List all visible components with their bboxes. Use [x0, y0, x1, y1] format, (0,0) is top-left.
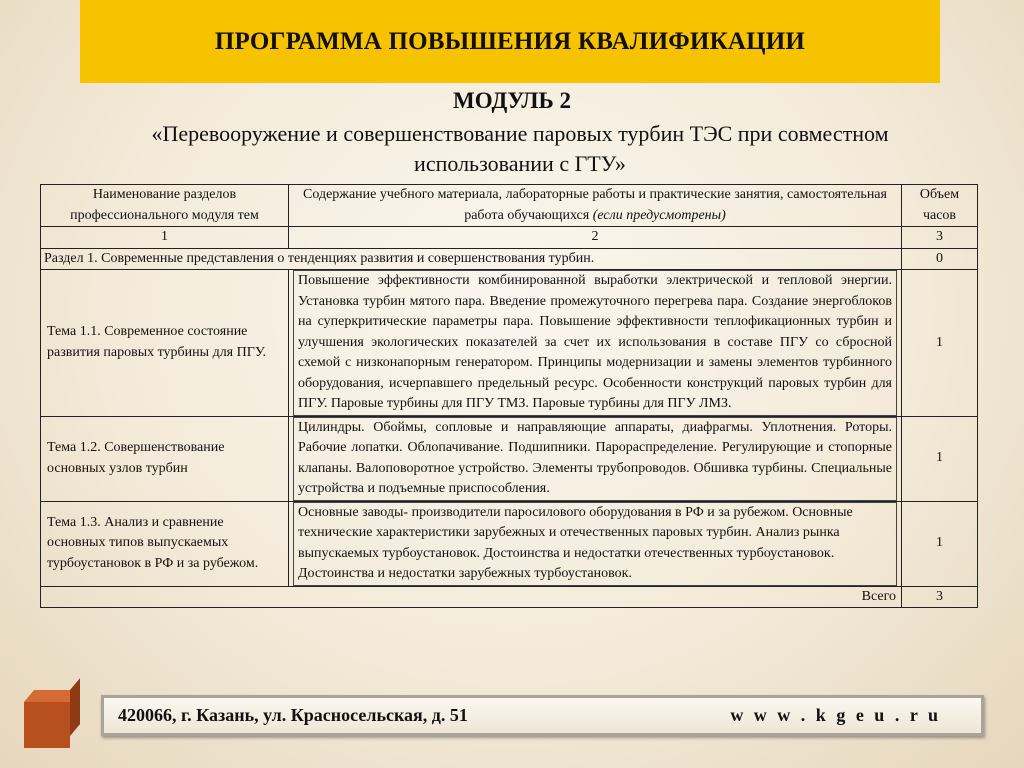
topic-hours: 1: [902, 270, 978, 417]
section-hours: 0: [902, 248, 978, 270]
topic-content: Цилиндры. Обоймы, сопловые и направляющие аппараты, диафрагмы. Уплотнения. Роторы. Рабочие лопатки. Облопачивание. Подшипники. Парораспределение. Регулирующие и стопорные клапаны. Валоповоротное устройство. Элементы трубопроводов. Обшивка турбины. Специальные устройства и подъемные приспособления.: [293, 417, 897, 501]
header-hours: Объем часов: [902, 185, 978, 227]
decorative-block-side: [70, 678, 80, 736]
decorative-block: [24, 702, 70, 748]
topic-row: [41, 501, 978, 586]
topic-content-cell: [289, 270, 902, 417]
topic-content-cell: [289, 501, 902, 586]
title-banner: [80, 0, 940, 83]
topic-content: Основные заводы- производители паросилового оборудования в РФ и за рубежом. Основные технические характеристики зарубежных и отечественных паровых турбин. Анализ рынка выпускаемых турбоустановок. Достоинства и недостатки отечественных турбоустановок. Достоинства и недостатки зарубежных турбоустановок.: [293, 502, 897, 586]
topic-name: Тема 1.3. Анализ и сравнение основных типов выпускаемых турбоустановок в РФ и за рубежом.: [41, 501, 289, 586]
header-content-text: Содержание учебного материала, лабораторные работы и практические занятия, самостоятельная работа обучающихся: [303, 187, 887, 223]
section-row: [41, 248, 978, 270]
header-content-note: (если предусмотрены): [592, 207, 726, 223]
program-table: [40, 184, 978, 608]
footer-address: 420066, г. Казань, ул. Красносельская, д. 51: [118, 705, 468, 725]
module-title: МОДУЛЬ 2: [453, 88, 571, 113]
topic-content: Повышение эффективности комбинированной выработки электрической и тепловой энергии. Установка турбин мятого пара. Введение промежуточного перегрева пара. Создание энергоблоков на суперкритические параметры пара. Повышение эффективности теплофикационных турбин и улучшения экологических показателей за счет их использования в составе ПГУ со сбросной схемой с низконапорным генератором. Принципы модернизации и замены элементов турбинного оборудования, исчерпавшего предельный ресурс. Особенности конструкций паровых турбин для ПГУ. Паровые турбины для ПГУ ТМЗ. Паровые турбины для ПГУ ЛМЗ.: [293, 270, 897, 416]
header-sections: Наименование разделов профессионального модуля тем: [41, 185, 289, 227]
column-number: 3: [902, 227, 978, 249]
header-content: [289, 185, 902, 227]
topic-content-cell: [289, 416, 902, 501]
topic-name: Тема 1.2. Совершенствование основных узлов турбин: [41, 416, 289, 501]
column-number: 1: [41, 227, 289, 249]
section-title: Раздел 1. Современные представления о тенденциях развития и совершенствования турбин.: [41, 248, 902, 270]
topic-name: Тема 1.1. Современное состояние развития паровых турбины для ПГУ.: [41, 270, 289, 417]
column-number-row: [41, 227, 978, 249]
total-row: [41, 586, 978, 608]
module-subtitle: «Перевооружение и совершенствование паровых турбин ТЭС при совместном использовании с ГТУ»: [151, 121, 889, 176]
footer-bar: [101, 695, 984, 736]
footer-website: w w w . k g e u . r u: [730, 705, 941, 725]
column-number: 2: [289, 227, 902, 249]
page-title: ПРОГРАММА ПОВЫШЕНИЯ КВАЛИФИКАЦИИ: [214, 27, 806, 55]
total-hours: 3: [902, 586, 978, 608]
topic-hours: 1: [902, 501, 978, 586]
topic-hours: 1: [902, 416, 978, 501]
total-label: Всего: [41, 586, 902, 608]
topic-row: [41, 270, 978, 417]
table-header-row: [41, 185, 978, 227]
topic-row: [41, 416, 978, 501]
